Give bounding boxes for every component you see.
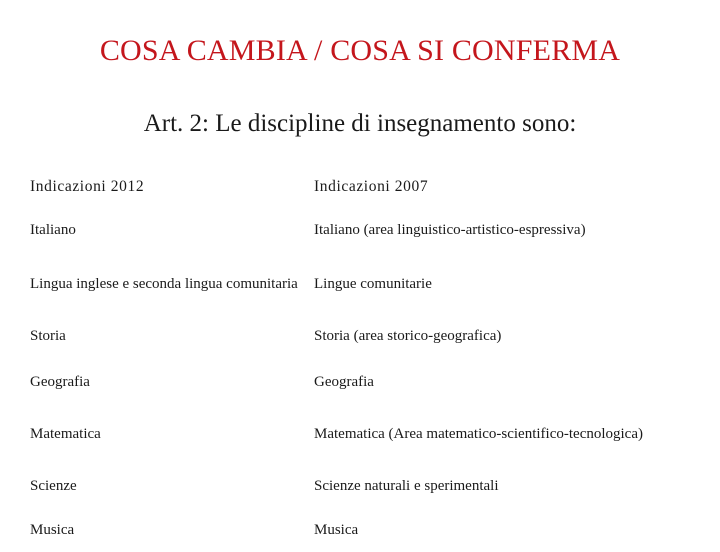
cell-2007: Matematica (Area matematico-scientifico-tecnologica) <box>314 425 643 442</box>
cell-2012: Lingua inglese e seconda lingua comunitaria <box>30 275 298 292</box>
table-row <box>30 464 690 508</box>
cell-2007: Italiano (area linguistico-artistico-espressiva) <box>314 221 586 238</box>
cell-2007: Scienze naturali e sperimentali <box>314 477 499 494</box>
header-2007: Indicazioni 2007 <box>314 177 429 195</box>
table-row <box>30 256 690 312</box>
cell-2007: Lingue comunitarie <box>314 275 432 292</box>
table-row <box>30 312 690 360</box>
cell-2012: Matematica <box>30 425 101 442</box>
table-row <box>30 204 690 256</box>
cell-2007: Geografia <box>314 373 374 390</box>
cell-2012: Scienze <box>30 477 77 494</box>
table-header-row <box>30 168 690 204</box>
slide-subtitle: Art. 2: Le discipline di insegnamento sono: <box>143 110 577 137</box>
table-row <box>30 360 690 404</box>
table-row <box>30 404 690 464</box>
cell-2012: Italiano <box>30 221 76 238</box>
slide-title: COSA CAMBIA / COSA SI CONFERMA <box>99 34 621 67</box>
cell-2007: Storia (area storico-geografica) <box>314 327 502 344</box>
cell-2012: Storia <box>30 327 66 344</box>
header-2012: Indicazioni 2012 <box>30 177 145 195</box>
cell-2007: Musica <box>314 521 359 538</box>
disciplines-table <box>30 168 690 552</box>
cell-2012: Musica <box>30 521 75 538</box>
cell-2012: Geografia <box>30 373 90 390</box>
table-row <box>30 508 690 552</box>
